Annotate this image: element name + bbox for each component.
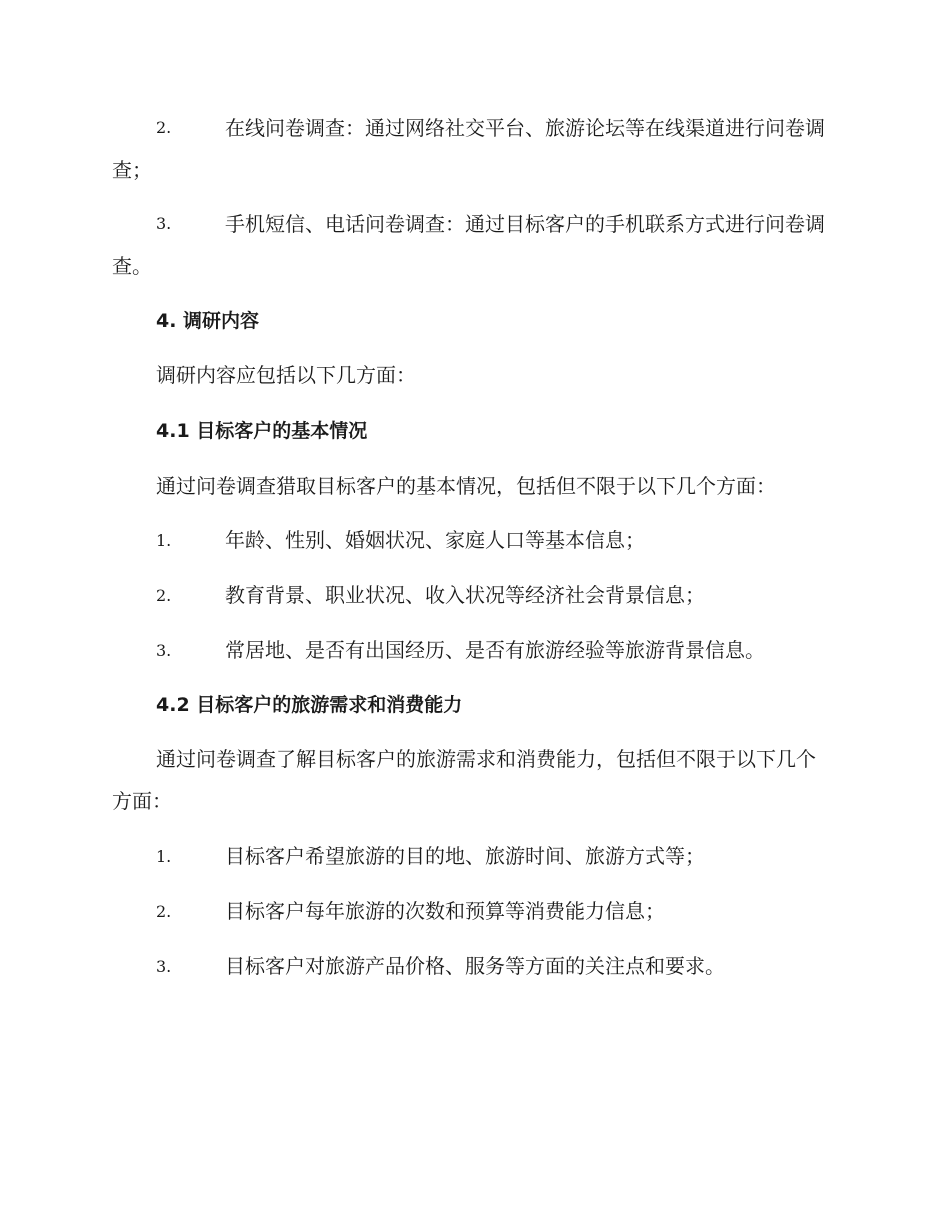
list-item-text: 在线问卷调查：通过网络社交平台、旅游论坛等在线渠道进行问卷调查； [112,116,825,182]
list-number: 1. [156,531,172,550]
list-number: 2. [156,118,172,137]
list-number: 2. [156,902,172,921]
subsection-heading: 4.1 目标客户的基本情况 [156,420,368,442]
list-item-text: 教育背景、职业状况、收入状况等经济社会背景信息； [225,583,705,607]
list-item-text: 常居地、是否有出国经历、是否有旅游经验等旅游背景信息。 [225,638,765,662]
list-item-text: 目标客户对旅游产品价格、服务等方面的关注点和要求。 [225,954,725,978]
paragraph: 通过问卷调查猎取目标客户的基本情况，包括但不限于以下几个方面： [156,474,776,498]
list-item-text: 手机短信、电话问卷调查：通过目标客户的手机联系方式进行问卷调查。 [112,212,825,278]
paragraph: 调研内容应包括以下几方面： [156,363,416,387]
list-item-text: 目标客户希望旅游的目的地、旅游时间、旅游方式等； [225,844,705,868]
section-heading: 4. 调研内容 [156,310,260,332]
subsection-heading: 4.2 目标客户的旅游需求和消费能力 [156,694,463,716]
list-number: 3. [156,641,172,660]
paragraph: 通过问卷调查了解目标客户的旅游需求和消费能力，包括但不限于以下几个方面： [112,747,816,813]
list-item-text: 年龄、性别、婚姻状况、家庭人口等基本信息； [225,528,645,552]
list-number: 1. [156,847,172,866]
list-number: 3. [156,214,172,233]
list-item-text: 目标客户每年旅游的次数和预算等消费能力信息； [225,899,665,923]
list-number: 2. [156,586,172,605]
list-number: 3. [156,957,172,976]
